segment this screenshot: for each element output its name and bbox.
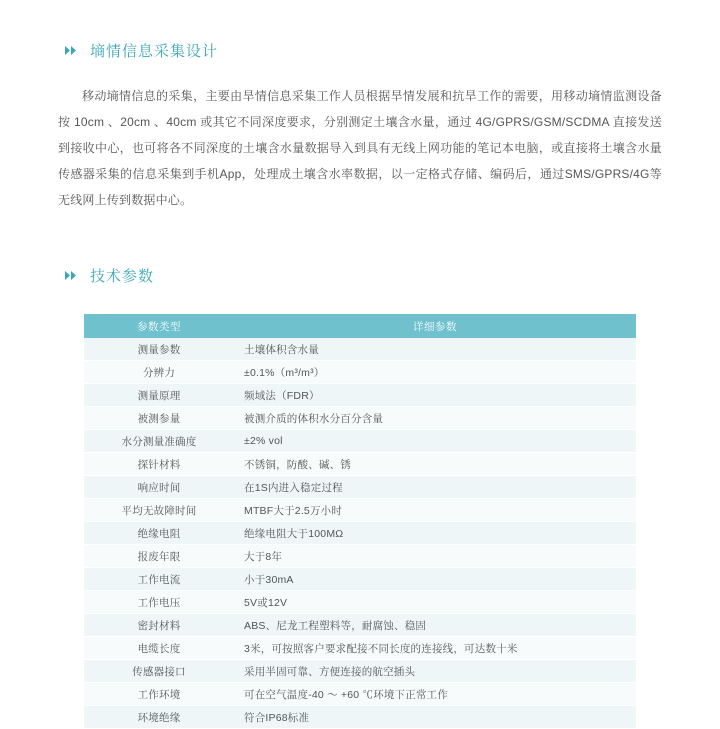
table-row bbox=[84, 453, 636, 476]
section-title-specs: 技术参数 bbox=[90, 268, 155, 285]
table-cell-parameter-type: 传感器接口 bbox=[84, 660, 234, 683]
table-row bbox=[84, 499, 636, 522]
table-cell-parameter-type: 环境绝缘 bbox=[84, 706, 234, 729]
table-cell-parameter-detail: 大于8年 bbox=[234, 545, 636, 568]
table-cell-parameter-detail: ABS、尼龙工程塑料等，耐腐蚀、稳固 bbox=[234, 614, 636, 637]
table-cell-parameter-type: 探针材料 bbox=[84, 453, 234, 476]
table-row bbox=[84, 614, 636, 637]
table-cell-parameter-type: 工作电流 bbox=[84, 568, 234, 591]
table-cell-parameter-detail: MTBF大于2.5万小时 bbox=[234, 499, 636, 522]
section-heading-design bbox=[64, 40, 664, 61]
table-body bbox=[84, 338, 636, 729]
table-row bbox=[84, 384, 636, 407]
table-row bbox=[84, 568, 636, 591]
table-cell-parameter-type: 分辨力 bbox=[84, 361, 234, 384]
table-header-cell-type: 参数类型 bbox=[84, 314, 234, 338]
table-row bbox=[84, 338, 636, 361]
spacer bbox=[56, 213, 664, 265]
double-chevron-right-icon bbox=[64, 270, 80, 281]
table-cell-parameter-type: 密封材料 bbox=[84, 614, 234, 637]
table-cell-parameter-type: 测量参数 bbox=[84, 338, 234, 361]
table-cell-parameter-type: 测量原理 bbox=[84, 384, 234, 407]
table-row bbox=[84, 361, 636, 384]
table-cell-parameter-type: 响应时间 bbox=[84, 476, 234, 499]
table-cell-parameter-type: 电缆长度 bbox=[84, 637, 234, 660]
table-cell-parameter-type: 工作电压 bbox=[84, 591, 234, 614]
table-cell-parameter-type: 工作环境 bbox=[84, 683, 234, 706]
table-cell-parameter-detail: 3米，可按照客户要求配接不同长度的连接线，可达数十米 bbox=[234, 637, 636, 660]
table-cell-parameter-detail: 5V或12V bbox=[234, 591, 636, 614]
table-row bbox=[84, 407, 636, 430]
table-header-row bbox=[84, 314, 636, 338]
table-head bbox=[84, 314, 636, 338]
spacer bbox=[56, 286, 664, 314]
table-cell-parameter-detail: 在1S内进入稳定过程 bbox=[234, 476, 636, 499]
technical-parameters-table bbox=[84, 314, 636, 729]
section-title-design: 墒情信息采集设计 bbox=[90, 43, 219, 60]
section-paragraph-design: 移动墒情信息的采集，主要由旱情信息采集工作人员根据旱情发展和抗旱工作的需要，用移动墒情监测设备按 10cm 、20cm 、40cm 或其它不同深度要求，分别测定土壤含水量，通过 4G/GPRS/GSM/SCDMA 直接发送到接收中心，也可将各不同深度的土壤含水量数据导入到具有无线上网功能的笔记本电脑，或直接将土壤含水量传感器采集的信息采集到手机App，处理成土壤含水率数据，以一定格式存储、编码后，通过SMS/GPRS/4G等无线网上传到数据中心。 bbox=[58, 89, 662, 207]
table-cell-parameter-detail: 不锈铜，防酸、碱、锈 bbox=[234, 453, 636, 476]
table-cell-parameter-detail: 土壤体积含水量 bbox=[234, 338, 636, 361]
section-heading-specs bbox=[64, 265, 664, 286]
table-cell-parameter-type: 水分测量准确度 bbox=[84, 430, 234, 453]
table-row bbox=[84, 545, 636, 568]
table-row bbox=[84, 683, 636, 706]
table-cell-parameter-detail: 频域法（FDR） bbox=[234, 384, 636, 407]
table-row bbox=[84, 522, 636, 545]
table-cell-parameter-type: 被测参量 bbox=[84, 407, 234, 430]
table-header-cell-detail: 详细参数 bbox=[234, 314, 636, 338]
table-row bbox=[84, 430, 636, 453]
table-row bbox=[84, 591, 636, 614]
table-cell-parameter-type: 绝缘电阻 bbox=[84, 522, 234, 545]
table-cell-parameter-detail: 绝缘电阻大于100MΩ bbox=[234, 522, 636, 545]
table-cell-parameter-type: 报废年限 bbox=[84, 545, 234, 568]
table-cell-parameter-type: 平均无故障时间 bbox=[84, 499, 234, 522]
table-cell-parameter-detail: 被测介质的体积水分百分含量 bbox=[234, 407, 636, 430]
table-row bbox=[84, 476, 636, 499]
table-cell-parameter-detail: 符合IP68标准 bbox=[234, 706, 636, 729]
table-cell-parameter-detail: 可在空气温度-40 ～ +60 ℃环境下正常工作 bbox=[234, 683, 636, 706]
table-row bbox=[84, 706, 636, 729]
table-cell-parameter-detail: ±0.1%（m³/m³） bbox=[234, 361, 636, 384]
table-row bbox=[84, 637, 636, 660]
table-cell-parameter-detail: ±2% vol bbox=[234, 430, 636, 453]
table-row bbox=[84, 660, 636, 683]
table-cell-parameter-detail: 采用半固可靠、方便连接的航空插头 bbox=[234, 660, 636, 683]
table-cell-parameter-detail: 小于30mA bbox=[234, 568, 636, 591]
double-chevron-right-icon bbox=[64, 45, 80, 56]
